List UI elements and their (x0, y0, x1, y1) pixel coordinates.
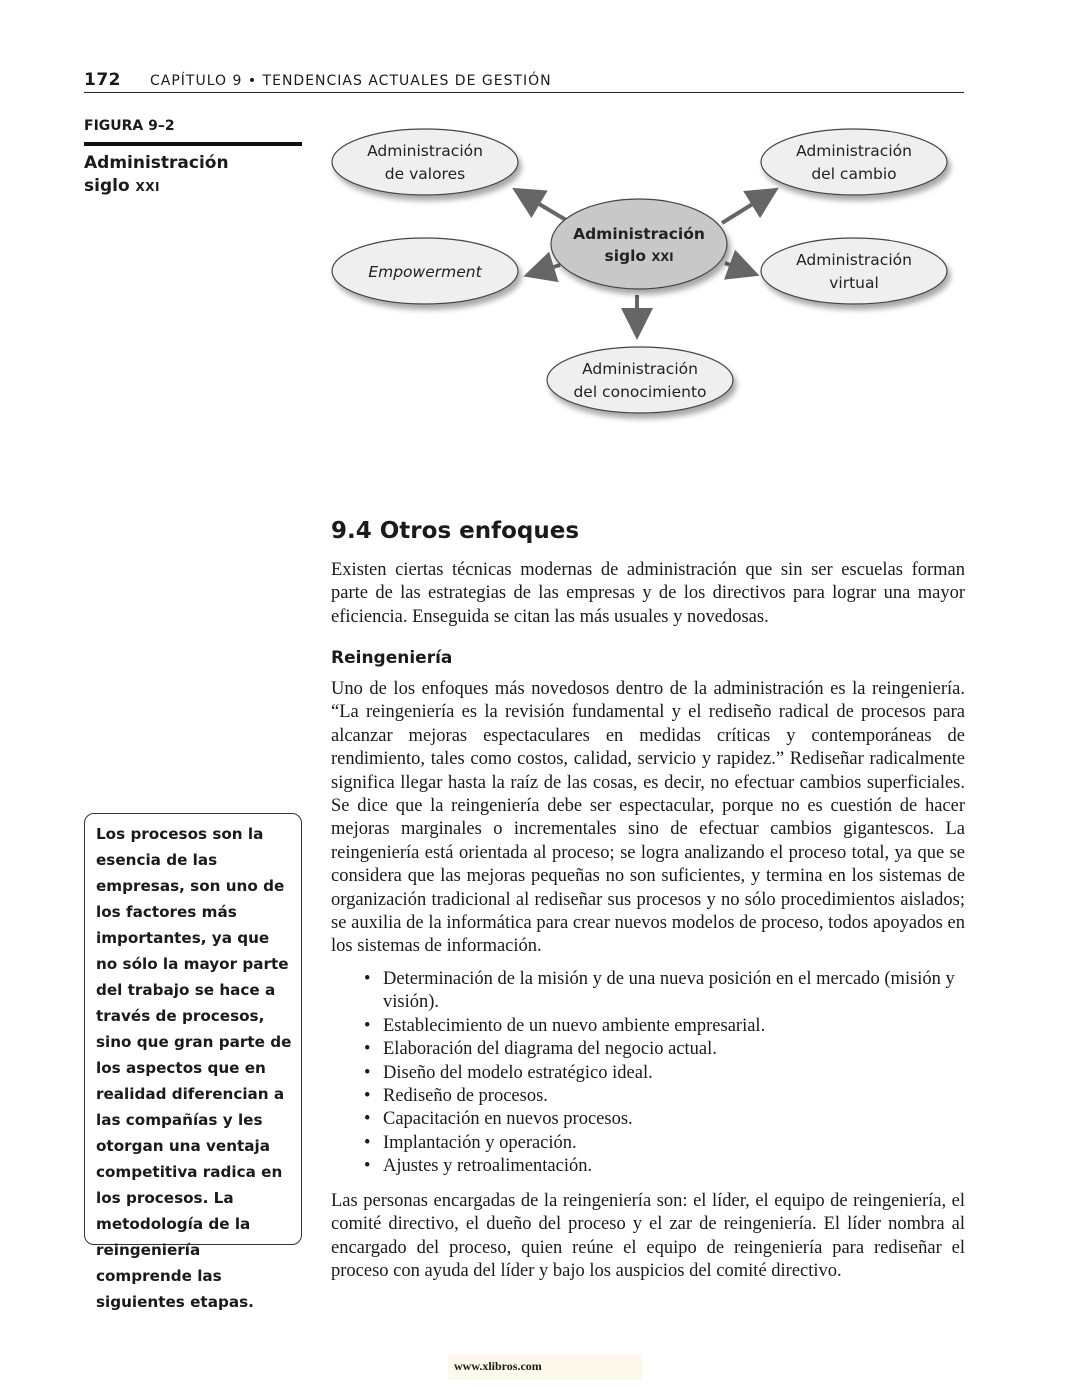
margin-note: Los procesos son la esencia de las empresas, son uno de los factores más importantes, ya que no sólo la mayor parte del trabajo se hace a través de procesos, sino que gran parte de los aspectos que en realidad diferencian a las compañías y les otorgan una ventaja competitiva radica en los procesos. La metodología de la reingeniería comprende las siguientes etapas. (84, 813, 302, 1245)
list-item: • Determinación de la misión y de una nueva posición en el mercado (misión y visión). (364, 968, 966, 1015)
center-line2 (604, 247, 673, 265)
node-empowerment-label: Empowerment (368, 263, 482, 281)
list-item: • Elaboración del diagrama del negocio actual. (364, 1038, 966, 1061)
node-cambio-line1: Administración (796, 142, 912, 160)
node-conocimiento-line1: Administración (582, 360, 698, 378)
arrow-to-cambio (722, 192, 772, 223)
node-valores-line2: de valores (384, 165, 466, 183)
stages-list (364, 968, 966, 1179)
list-item: • Implantación y operación. (364, 1132, 966, 1155)
figure-title-century: XXI (135, 180, 161, 194)
figure-diagram (320, 120, 970, 440)
node-administracion-del-cambio (761, 129, 947, 195)
closing-paragraph: Las personas encargadas de la reingeniería son: el líder, el equipo de reingeniería, el comité directivo, el dueño del proceso y el zar de reingeniería. El líder nombra al encargado del proceso, quien reúne el equipo de reingeniería para rediseñar el proceso con ayuda del líder y bajo los auspicios del comité directivo. (331, 1191, 965, 1282)
arrow-to-valores (519, 192, 566, 220)
list-item: • Diseño del modelo estratégico ideal. (364, 1062, 966, 1085)
center-line1: Administración (573, 225, 705, 243)
figure-title-line2: siglo (84, 176, 130, 196)
intro-paragraph: Existen ciertas técnicas modernas de administración que sin ser escuelas forman parte de las estrategias de las empresas y de los directivos para lograr una mayor eficiencia. Enseguida se citan las más usuales y novedosas. (331, 560, 965, 627)
list-item: • Ajustes y retroalimentación. (364, 1155, 966, 1178)
reingenieria-paragraph: Uno de los enfoques más novedosos dentro de la administración es la reingeniería. “La reingeniería es la revisión fundamental y el rediseño radical de procesos para alcanzar mejoras espectaculares en medidas críticas y contemporáneas de rendimiento, tales como costos, calidad, servicio y rapidez.” Rediseñar radicalmente significa llegar hasta la raíz de las cosas, es decir, no efectuar cambios superficiales. Se dice que la reingeniería debe ser espectacular, porque no es cuestión de hacer mejoras marginales o incrementales sino de efectuar cambios gigantescos. La reingeniería está orientada al proceso; se logra analizando el proceso total, ya que se considera que las mejoras pequeñas no son suficientes, y termina en los sistemas de organización tradicional al rediseñar sus procesos y no sólo procedimientos aislados; se auxilia de la informática para crear nuevos modelos de proceso, todos apoyados en los sistemas de información. (331, 679, 965, 957)
node-empowerment (332, 238, 518, 304)
section-heading: 9.4 Otros enfoques (331, 518, 580, 544)
node-cambio-line2: del cambio (811, 165, 897, 183)
node-virtual-line1: Administración (796, 251, 912, 269)
list-item: • Establecimiento de un nuevo ambiente empresarial. (364, 1015, 966, 1038)
arrow-to-empowerment (531, 265, 560, 274)
center-line2-main: siglo (604, 247, 647, 265)
chapter-title: CAPÍTULO 9 • TENDENCIAS ACTUALES DE GESTIÓN (150, 73, 552, 89)
list-item: • Capacitación en nuevos procesos. (364, 1108, 966, 1131)
node-center-administracion-siglo-xxi (551, 199, 727, 289)
figure-label: FIGURA 9–2 (84, 118, 302, 146)
node-virtual-line2: virtual (829, 274, 879, 292)
figure-title (84, 152, 304, 199)
node-administracion-virtual (761, 238, 947, 304)
footer-watermark (448, 1354, 642, 1380)
subheading-reingenieria: Reingeniería (331, 648, 453, 668)
figure-title-line1: Administración (84, 153, 229, 173)
node-valores-line1: Administración (367, 142, 483, 160)
center-line2-century: XXI (651, 250, 674, 264)
list-item: • Rediseño de procesos. (364, 1085, 966, 1108)
node-administracion-de-valores (332, 129, 518, 195)
footer-url: www.xlibros.com (454, 1359, 542, 1373)
node-administracion-del-conocimiento (547, 347, 733, 413)
node-conocimiento-line2: del conocimiento (573, 383, 707, 401)
running-header (84, 70, 964, 93)
page-number: 172 (84, 70, 121, 90)
arrow-to-virtual (725, 263, 752, 273)
